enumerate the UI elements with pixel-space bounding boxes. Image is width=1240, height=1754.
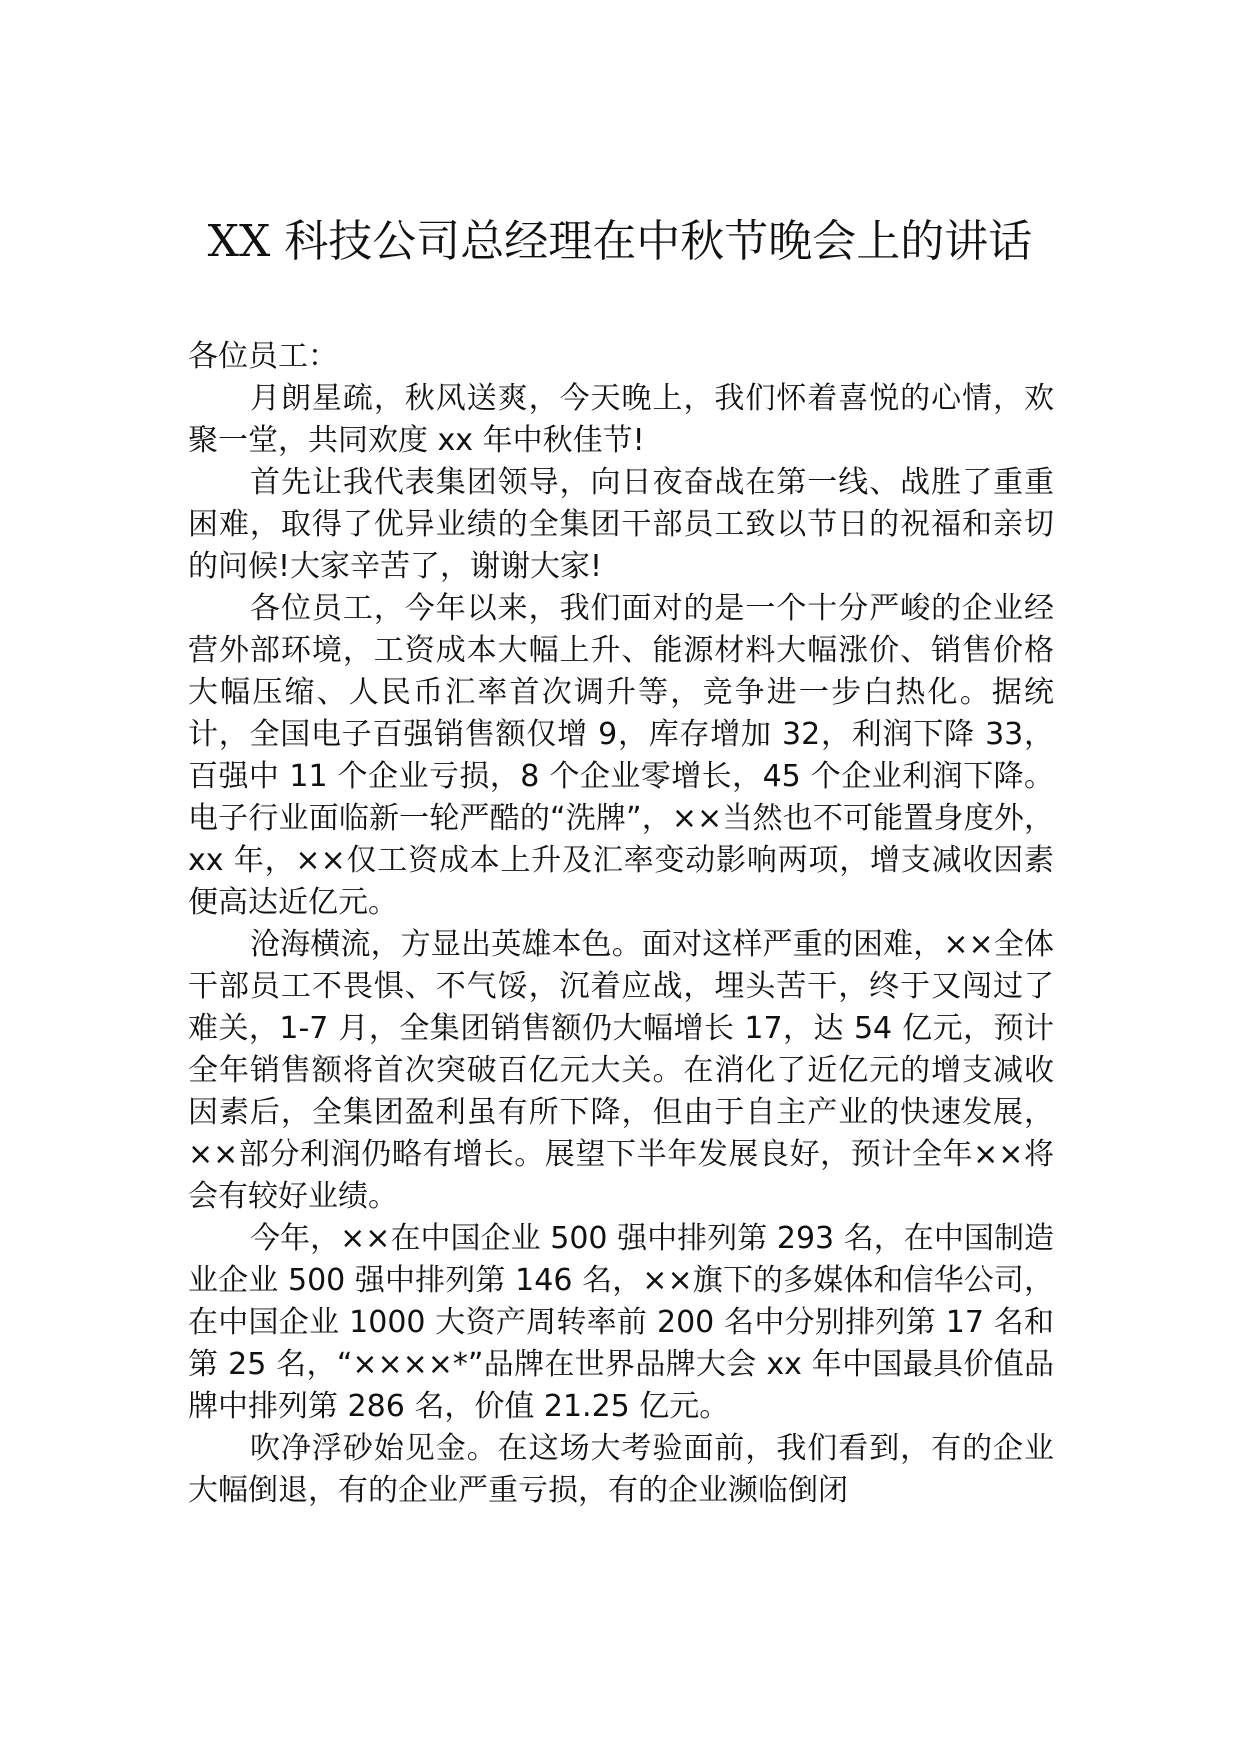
salutation: 各位员工： (188, 339, 338, 374)
document-body (188, 336, 1054, 1512)
document-title: XX 科技公司总经理在中秋节晚会上的讲话 (207, 216, 1033, 267)
paragraph-2: 首先让我代表集团领导，向日夜奋战在第一线、战胜了重重困难，取得了优异业绩的全集团干部员工致以节日的祝福和亲切的问候!大家辛苦了，谢谢大家! (188, 465, 1054, 584)
paragraph-3: 各位员工，今年以来，我们面对的是一个十分严峻的企业经营外部环境，工资成本大幅上升、能源材料大幅涨价、销售价格大幅压缩、人民币汇率首次调升等，竞争进一步白热化。据统计，全国电子百强销售额仅增 9，库存增加 32，利润下降 33，百强中 11 个企业亏损，8 个企业零增长，45 个企业利润下降。电子行业面临新一轮严酷的“洗牌”，××当然也不可能置身度外，xx 年，××仅工资成本上升及汇率变动影响两项，增支减收因素便高达近亿元。 (188, 591, 1054, 920)
paragraph-1: 月朗星疏，秋风送爽，今天晚上，我们怀着喜悦的心情，欢聚一堂，共同欢度 xx 年中秋佳节! (188, 381, 1054, 458)
paragraph-6: 吹净浮砂始见金。在这场大考验面前，我们看到，有的企业大幅倒退，有的企业严重亏损，有的企业濒临倒闭 (188, 1431, 1054, 1508)
paragraph-5: 今年，××在中国企业 500 强中排列第 293 名，在中国制造业企业 500 强中排列第 146 名，××旗下的多媒体和信华公司，在中国企业 1000 大资产周转率前 200 名中分别排列第 17 名和第 25 名，“××××*”品牌在世界品牌大会 xx 年中国最具价值品牌中排列第 286 名，价值 21.25 亿元。 (188, 1221, 1054, 1424)
paragraph-4: 沧海横流，方显出英雄本色。面对这样严重的困难，××全体干部员工不畏惧、不气馁，沉着应战，埋头苦干，终于又闯过了难关，1-7 月，全集团销售额仍大幅增长 17，达 54 亿元，预计全年销售额将首次突破百亿元大关。在消化了近亿元的增支减收因素后，全集团盈利虽有所下降，但由于自主产业的快速发展，××部分利润仍略有增长。展望下半年发展良好，预计全年××将会有较好业绩。 (188, 927, 1054, 1214)
